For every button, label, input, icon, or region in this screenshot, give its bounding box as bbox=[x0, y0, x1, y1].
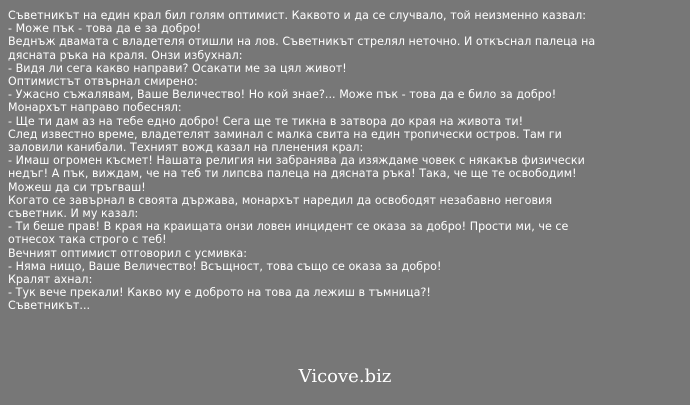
text-line: съветник. И му казал: bbox=[8, 207, 139, 221]
text-line: - Тук вече прекали! Какво му е доброто на това да лежиш в тъмница?! bbox=[8, 286, 431, 300]
text-line: Кралят ахнал: bbox=[8, 273, 93, 287]
joke-text bbox=[8, 9, 684, 313]
text-line: Съветникът на един крал бил голям оптимист. Каквото и да се случвало, той неизменно казвал: bbox=[8, 9, 587, 22]
text-line: - Няма нищо, Ваше Величество! Всъщност, това също се оказа за добро! bbox=[8, 259, 442, 273]
text-line: Веднъж двамата с владетеля отишли на лов. Съветникът стрелял неточно. И откъснал палеца на bbox=[8, 35, 596, 49]
text-line: - Имаш огромен късмет! Нашата религия ни забранява да изяждаме човек с някакъв физически bbox=[8, 154, 585, 168]
text-line: Можеш да си тръгваш! bbox=[8, 180, 146, 194]
text-line: Оптимистът отвърнал смирено: bbox=[8, 75, 198, 89]
text-line: - Видя ли сега какво направи? Осакати ме за цял живот! bbox=[8, 61, 347, 75]
text-line: Съветникът... bbox=[8, 299, 91, 313]
text-line: Когато се завърнал в своята държава, монархът наредил да освободят незабавно неговия bbox=[8, 193, 553, 207]
text-line: - Ужасно съжалявам, Ваше Величество! Но кой знае?... Може пък - това да е било за добро! bbox=[8, 88, 557, 102]
text-line: Монархът направо побеснял: bbox=[8, 101, 182, 115]
text-line: - Може пък - това да е за добро! bbox=[8, 22, 201, 36]
text-line: След известно време, владетелят заминал с малка свита на един тропически остров. Там ги bbox=[8, 127, 562, 141]
text-line: заловили канибали. Техният вожд казал на пленения крал: bbox=[8, 141, 364, 155]
text-line: дясната ръка на краля. Онзи избухнал: bbox=[8, 48, 243, 62]
text-line: - Ще ти дам аз на тебе едно добро! Сега ще те тикна в затвора до края на живота ти! bbox=[8, 114, 524, 128]
text-line: - Ти беше прав! В края на краищата онзи ловен инцидент се оказа за добро! Прости ми, че се bbox=[8, 220, 569, 234]
text-line: недъг! А пък, виждам, че на теб ти липсва палеца на дясната ръка! Така, че ще те освободим! bbox=[8, 167, 577, 181]
text-line: Вечният оптимист отговорил с усмивка: bbox=[8, 246, 248, 260]
text-line: отнесох така строго с теб! bbox=[8, 233, 167, 247]
site-watermark: Vicove.biz bbox=[298, 366, 392, 387]
